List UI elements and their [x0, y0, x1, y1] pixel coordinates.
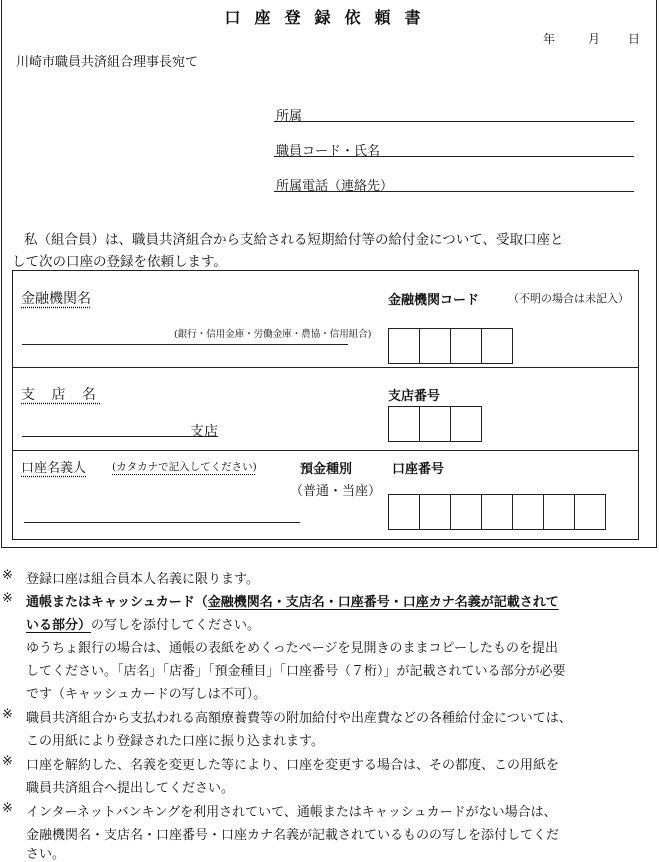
account-number-cell[interactable]	[450, 495, 481, 529]
bank-code-cells[interactable]	[388, 328, 513, 364]
account-number-label: 口座番号	[392, 462, 445, 477]
date-day: 日	[628, 32, 641, 46]
bank-name-label: 金融機関名	[21, 291, 91, 307]
bank-code-label: 金融機関コード	[388, 293, 480, 308]
branch-section	[12, 367, 639, 451]
document-title: 口座登録依頼書	[224, 8, 435, 27]
note-5-line1: インターネットバンキングを利用されていて、通帳またはキャッシュカードがない場合は、	[26, 805, 557, 820]
bank-code-cell[interactable]	[419, 329, 450, 363]
branch-code-cell[interactable]	[450, 407, 481, 441]
employee-code-name-label: 職員コード・氏名	[276, 144, 381, 159]
note-2-line5: です（キャッシュカードの写しは不可）。	[26, 687, 267, 702]
account-holder-field[interactable]	[24, 522, 300, 523]
deposit-type-label: 預金種別	[300, 462, 353, 477]
branch-code-label: 支店番号	[388, 389, 441, 404]
account-holder-label: 口座名義人	[21, 461, 87, 476]
account-number-cell[interactable]	[481, 495, 512, 529]
affiliation-phone-field[interactable]	[274, 191, 634, 192]
note-2-rest: の写しを添付してください。	[91, 618, 261, 633]
note-3-line1: 職員共済組合から支払われる高額療養費等の附加給付や出産費などの各種給付金については、	[26, 711, 572, 726]
note-mark: ※	[2, 754, 13, 769]
note-mark: ※	[2, 707, 13, 722]
bank-code-cell[interactable]	[389, 329, 419, 363]
deposit-type-options[interactable]: （普通・当座）	[290, 484, 382, 499]
request-text-line2: して次の口座の登録を依頼します。	[12, 254, 227, 270]
account-number-cells[interactable]	[388, 494, 606, 530]
branch-name-label: 支 店 名	[21, 387, 102, 403]
branch-code-cell[interactable]	[389, 407, 419, 441]
note-2-line4: してください。「店名」「店番」「預金種目」「口座番号（７桁）」が記載されている部分が必要	[26, 664, 566, 679]
account-number-cell[interactable]	[389, 495, 419, 529]
note-2-line2	[26, 614, 260, 633]
note-2-bold-b: 金融機関名・支店名・口座番号・口座カナ名義が記載されて	[207, 595, 559, 610]
branch-code-cells[interactable]	[388, 406, 482, 442]
note-4-line2: 職員共済組合へ提出してください。	[26, 781, 235, 796]
note-mark: ※	[2, 591, 13, 606]
bank-code-cell[interactable]	[481, 329, 512, 363]
note-4-line1: 口座を解約した、名義を変更した等により、口座を変更する場合は、その都度、この用紙を	[26, 758, 560, 773]
note-2-bold-c: いる部分）	[26, 618, 92, 633]
bank-code-note: （不明の場合は未記入）	[508, 292, 629, 305]
addressee: 川崎市職員共済組合理事長宛て	[16, 55, 199, 70]
affiliation-phone-label: 所属電話（連絡先）	[276, 179, 394, 194]
note-5-line3: さい。	[26, 847, 66, 862]
branch-code-cell[interactable]	[419, 407, 450, 441]
affiliation-field[interactable]	[274, 121, 634, 122]
date-month: 月	[588, 32, 601, 46]
note-2-line3: ゆうちょ銀行の場合は、通帳の表紙をめくったページを見開きのままコピーしたものを提出	[26, 641, 558, 656]
note-3-line2: この用紙により登録された口座に振り込まれます。	[26, 734, 324, 749]
account-number-cell[interactable]	[512, 495, 543, 529]
date-year: 年	[543, 32, 556, 46]
bank-types-note: (銀行・信用金庫・労働金庫・農協・信用組合)	[174, 329, 372, 340]
branch-name-field[interactable]	[22, 436, 218, 437]
account-holder-note: (カタカナで記入してください)	[112, 461, 257, 473]
note-5-line2: 金融機関名・支店名・口座番号・口座カナ名義が記載されているものの写しを添付してくだ	[26, 828, 560, 843]
note-1: 登録口座は組合員本人名義に限ります。	[26, 572, 259, 587]
note-mark: ※	[2, 568, 13, 583]
note-2-line1	[26, 591, 559, 610]
account-number-cell[interactable]	[574, 495, 605, 529]
bank-section	[12, 270, 639, 368]
bank-code-cell[interactable]	[450, 329, 481, 363]
bank-name-field[interactable]	[22, 344, 348, 345]
note-2-bold-a: 通帳またはキャッシュカード（	[26, 595, 208, 610]
branch-suffix: 支店	[190, 424, 218, 440]
account-number-cell[interactable]	[419, 495, 450, 529]
affiliation-label: 所属	[276, 109, 303, 124]
employee-code-name-field[interactable]	[274, 156, 634, 157]
account-number-cell[interactable]	[543, 495, 574, 529]
request-text-line1: 私（組合員）は、職員共済組合から支給される短期給付等の給付金について、受取口座と	[24, 232, 564, 248]
note-mark: ※	[2, 801, 13, 816]
